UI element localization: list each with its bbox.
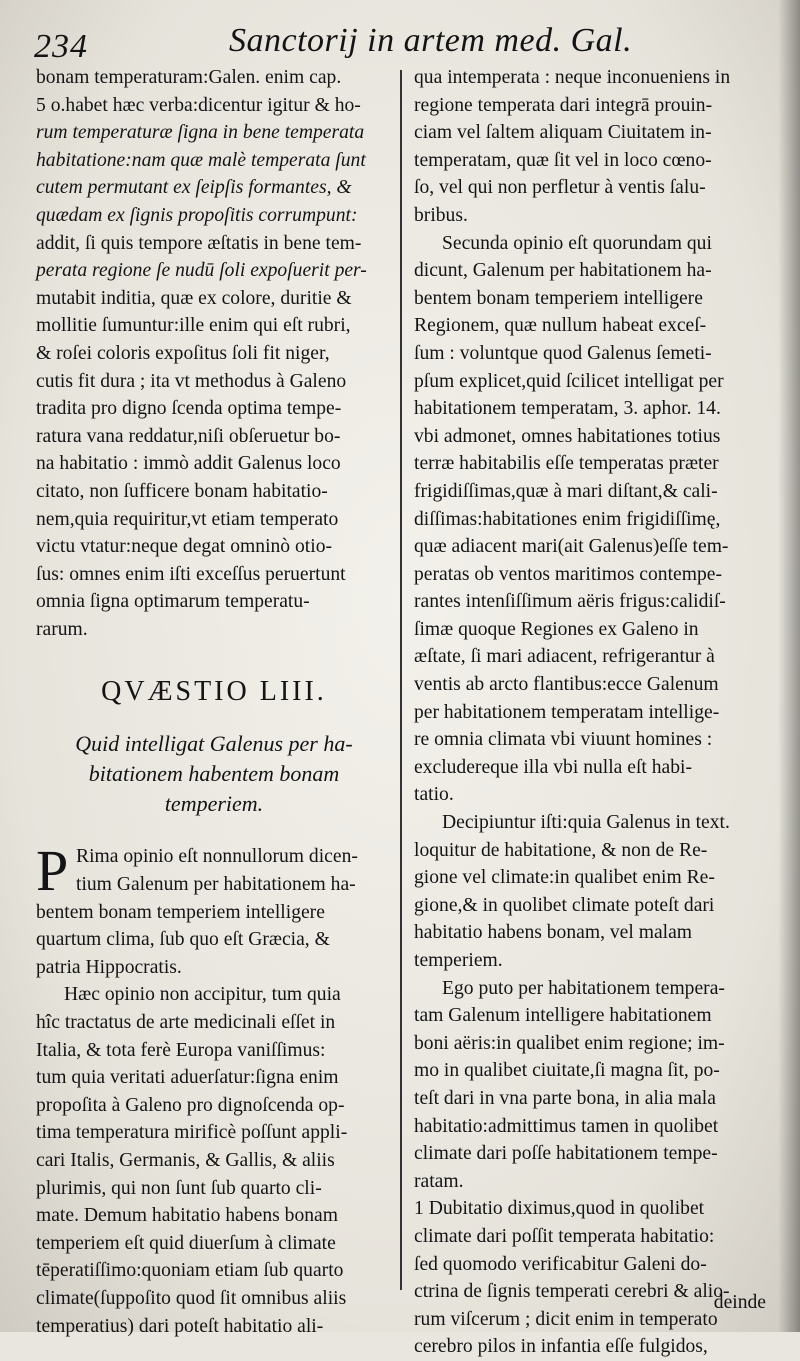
text-line: & roſei coloris expoſitus ſoli fit niger,	[36, 342, 330, 364]
page-number: 234	[34, 28, 88, 65]
text-line: per habitationem temperatam intellige-	[414, 701, 720, 723]
right-column	[414, 64, 769, 1361]
text-line: citato, non ſufficere bonam habitatio-	[36, 480, 328, 502]
text-line: na habitatio : immò addit Galenus loco	[36, 453, 341, 475]
text-line: cutis fit dura ; ita vt methodus à Galeno	[36, 370, 347, 392]
question-subtitle: bitationem habentem bonam	[88, 761, 340, 787]
text-line: bonam temperaturam:Galen. enim cap.	[36, 67, 342, 88]
text-line: dicunt, Galenum per habitationem ha-	[414, 260, 712, 282]
drop-cap: P	[36, 838, 69, 904]
first-paragraph	[36, 838, 392, 904]
text-line: habitationem temperatam, 3. aphor. 14.	[414, 398, 721, 420]
text-line: Decipiuntur iſti:quia Galenus in text.	[442, 812, 730, 834]
text-line: rarum.	[36, 618, 88, 640]
text-line: cutem permutant ex ſeipſis formantes, &	[36, 177, 352, 199]
running-head: Sanctorij in artem med. Gal.	[229, 22, 633, 59]
question-subtitle: Quid intelligat Galenus per ha-	[75, 731, 353, 757]
text-line: regione temperata dari integrā prouin-	[414, 94, 713, 116]
text-line: quæ adiacent mari(ait Galenus)eſſe tem-	[414, 536, 729, 558]
text-line: vbi admonet, omnes habitationes totius	[414, 425, 721, 447]
column-divider	[400, 70, 402, 1290]
text-line: frigidiſſimas,quæ à mari diſtant,& cali-	[414, 480, 718, 502]
text-line: tatio.	[414, 784, 454, 806]
text-line: rum viſcerum ; dicit enim in temperato	[414, 1308, 718, 1330]
text-line: re omnia climata vbi viuunt homines :	[414, 729, 713, 751]
text-line: bentem bonam temperiem intelligere	[36, 901, 325, 923]
text-line: Italia, & tota ferè Europa vaniſſimus:	[36, 1039, 326, 1061]
text-line: mate. Demum habitatio habens bonam	[36, 1205, 338, 1227]
text-line: 5 o.habet hæc verba:dicentur igitur & ho-	[36, 94, 361, 116]
text-line: Regionem, quæ nullum habeat exceſ-	[414, 315, 707, 337]
text-line: tum quia veritati aduerſatur:ſigna enim	[36, 1067, 339, 1089]
text-line: loquitur de habitatione, & non de Re-	[414, 839, 708, 861]
text-line: ventis ab arcto flantibus:ecce Galenum	[414, 674, 719, 696]
text-line: æſtate, ſi mari adiacent, refrigerantur à	[414, 646, 715, 668]
text-line: qua intemperata : neque inconueniens in	[414, 67, 731, 88]
question-title: QVÆSTIO LIII.	[101, 676, 327, 708]
text-line: terræ habitabilis eſſe temperatas præter	[414, 453, 719, 475]
text-line: teſt dari in vna parte bona, in alia mala	[414, 1087, 716, 1109]
text-line: mutabit inditia, quæ ex colore, duritie &	[36, 287, 352, 309]
text-line: patria Hippocratis.	[36, 956, 182, 978]
text-line: cari Italis, Germanis, & Gallis, & aliis	[36, 1150, 335, 1171]
text-line: tam Galenum intelligere habitationem	[414, 1005, 712, 1027]
text-line: gione vel climate:in qualibet enim Re-	[414, 867, 715, 889]
text-line: ſimæ quoque Regiones ex Galeno in	[414, 618, 699, 640]
text-line: diſſimas:habitationes enim frigidiſſimę,	[414, 508, 721, 530]
text-line: mo in qualibet ciuitate,ſi magna ſit, po-	[414, 1060, 720, 1082]
text-line: excludereque illa vbi nulla eſt habi-	[414, 756, 693, 778]
text-line: gione,& in quolibet climate poteſt dari	[414, 894, 715, 916]
text-line: habitatio habens bonam, vel malam	[414, 922, 693, 944]
page-header	[34, 14, 784, 66]
text-line: rantes intenſiſſimum aëris frigus:calidiſ-	[414, 591, 726, 613]
text-line: pſum explicet,quid ſcilicet intelligat per	[414, 370, 724, 392]
text-line: temperatam, quæ ſit vel in loco cœno-	[414, 149, 712, 171]
text-line: tima temperatura mirificè poſſunt appli-	[36, 1122, 348, 1144]
text-line: peratas ob ventos maritimos contempe-	[414, 563, 722, 585]
text-line: tradita pro digno ſcenda optima tempe-	[36, 398, 342, 420]
text-line: Secunda opinio eſt quorundam qui	[442, 232, 712, 254]
text-line: ſum : voluntque quod Galenus ſemeti-	[414, 342, 712, 364]
text-line: temperiem.	[414, 950, 503, 971]
text-line: ctrina de ſignis temperati cerebri & alio-	[414, 1281, 730, 1303]
text-line: habitatione:nam quæ malè temperata ſunt	[36, 149, 366, 171]
text-line: climate dari poſſit temperata habitatio:	[414, 1225, 715, 1247]
page-edge-shadow	[778, 0, 800, 1332]
text-line: victu vtatur:neque degat omninò otio-	[36, 536, 333, 558]
text-line: cerebro pilos in infantia eſſe fulgidos,	[414, 1336, 708, 1358]
left-column	[36, 64, 392, 1340]
text-line: Hæc opinio non accipitur, tum quia	[64, 984, 341, 1006]
text-line: rum temperaturæ ſigna in bene temperata	[36, 122, 365, 144]
text-line: nem,quia requiritur,vt etiam temperato	[36, 508, 339, 530]
text-line: quartum clima, ſub quo eſt Græcia, &	[36, 929, 330, 951]
text-line: ciam vel ſaltem aliquam Ciuitatem in-	[414, 122, 712, 144]
text-line: climate dari poſſe habitationem tempe-	[414, 1143, 718, 1165]
text-line: mollitie ſumuntur:ille enim qui eſt rubri,	[36, 315, 351, 337]
text-line: bentem bonam temperiem intelligere	[414, 287, 703, 309]
text-line: temperatius) dari poteſt habitatio ali-	[36, 1315, 324, 1337]
text-line: quædam ex ſignis propoſitis corrumpunt:	[36, 204, 358, 226]
text-line: ſus: omnes enim iſti exceſſus peruertunt	[36, 563, 346, 585]
text-line: bribus.	[414, 204, 468, 226]
text-line: tēperatiſſimo:quoniam etiam ſub quarto	[36, 1260, 344, 1282]
question-subtitle: temperiem.	[164, 791, 264, 817]
text-line: ſo, vel qui non perfletur à ventis ſalu-	[414, 177, 706, 199]
text-line: habitatio:admittimus tamen in quolibet	[414, 1115, 719, 1137]
text-line: climate(ſuppoſito quod ſit omnibus aliis	[36, 1287, 347, 1309]
text-line: omnia ſigna optimarum temperatu-	[36, 591, 310, 613]
text-line: ratura vana reddatur,niſi obſeruetur bo-	[36, 425, 341, 447]
text-line: ratam.	[414, 1170, 464, 1192]
text-line: temperiem eſt quid diuerſum à climate	[36, 1232, 336, 1254]
text-line: boni aëris:in qualibet enim regione; im-	[414, 1032, 725, 1054]
text-line: Rima opinio eſt nonnullorum dicen-	[76, 846, 358, 868]
text-line: propoſita à Galeno pro dignoſcenda op-	[36, 1094, 345, 1116]
text-line: hîc tractatus de arte medicinali eſſet in	[36, 1012, 336, 1034]
catchword: deinde	[713, 1292, 766, 1313]
text-line: plurimis, qui non ſunt ſub quarto cli-	[36, 1177, 322, 1199]
text-line: ſed quomodo verificabitur Galeni do-	[414, 1253, 707, 1275]
text-line: perata regione ſe nudū ſoli expoſuerit per-	[36, 260, 367, 282]
text-line: addit, ſi quis tempore æſtatis in bene tem-	[36, 232, 362, 254]
text-line: tium Galenum per habitationem ha-	[76, 874, 356, 896]
text-line: Ego puto per habitationem tempera-	[442, 977, 725, 999]
text-line: 1 Dubitatio diximus,quod in quolibet	[414, 1198, 705, 1220]
